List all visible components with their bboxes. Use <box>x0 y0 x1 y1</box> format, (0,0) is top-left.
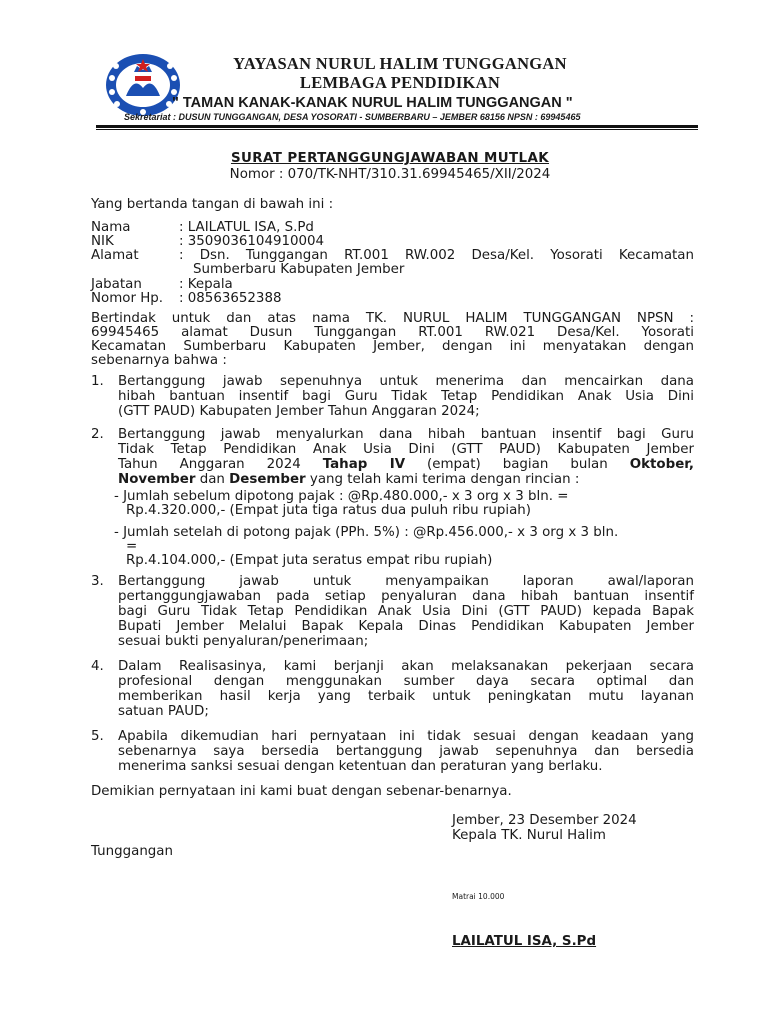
list-item-line: Bertanggung jawab untuk menyampaikan laporan awal/laporan <box>118 574 694 589</box>
closing-statement: Demikian pernyataan ini kami buat dengan sebenar-benarnya. <box>91 784 512 799</box>
letterhead-divider-thin <box>96 129 698 130</box>
list-number: 3. <box>91 574 104 589</box>
signature-place-date: Jember, 23 Desember 2024 <box>452 813 637 828</box>
list-number: 5. <box>91 729 104 744</box>
list-item-line: pertanggungjawaban pada setiap penyaluran dana hibah bantuan insentif <box>118 589 694 604</box>
list-item-line: bagi Guru Tidak Tetap Pendidikan Anak Usia Dini (GTT PAUD) kepada Bapak <box>118 604 694 619</box>
detail-line: Rp.4.104.000,- (Empat juta seratus empat ribu rupiah) <box>126 553 493 568</box>
signature-position-cont: Tunggangan <box>91 844 174 859</box>
text-run: (empat) bagian bulan <box>405 457 630 472</box>
list-item-line: Bertanggung jawab menyalurkan dana hibah bantuan insentif bagi Guru <box>118 427 694 442</box>
signature-position: Kepala TK. Nurul Halim <box>452 828 606 843</box>
value-nama: : LAILATUL ISA, S.Pd <box>179 220 314 235</box>
list-item-line: Bupati Jember Melalui Bapak Kepala Dinas Pendidikan Kabupaten Jember <box>118 619 694 634</box>
paragraph-line: Bertindak untuk dan atas nama TK. NURUL HALIM TUNGGANGAN NPSN : <box>91 311 694 326</box>
list-item-line: satuan PAUD; <box>118 704 209 719</box>
value-alamat-line2: Sumberbaru Kabupaten Jember <box>193 262 405 277</box>
value-nik: : 3509036104910004 <box>179 234 325 249</box>
text-run: Tahun Anggaran 2024 <box>118 457 323 472</box>
list-item-line <box>118 472 579 487</box>
list-item-line <box>118 457 694 472</box>
label-nama: Nama <box>91 220 131 235</box>
list-item-line: sebenarnya saya bersedia bertanggung jawab sepenuhnya dan bersedia <box>118 744 694 759</box>
list-number: 1. <box>91 374 104 389</box>
value-hp: : 08563652388 <box>179 291 282 306</box>
label-nik: NIK <box>91 234 114 249</box>
letterhead-institution: LEMBAGA PENDIDIKAN <box>299 73 501 92</box>
detail-line: Rp.4.320.000,- (Empat juta tiga ratus dua puluh ribu rupiah) <box>126 503 532 518</box>
label-hp: Nomor Hp. <box>91 291 164 306</box>
list-item-line: menerima sanksi sesuai dengan ketentuan dan peraturan yang berlaku. <box>118 759 603 774</box>
signatory-name: LAILATUL ISA, S.Pd <box>452 934 597 949</box>
document-number: Nomor : 070/TK-NHT/310.31.69945465/XII/2024 <box>229 167 551 182</box>
intro-text: Yang bertanda tangan di bawah ini : <box>91 197 334 212</box>
list-item-line: Dalam Realisasinya, kami berjanji akan melaksanakan pekerjaan secara <box>118 659 694 674</box>
value-jabatan: : Kepala <box>179 277 233 292</box>
list-item-line: profesional dengan menggunakan sumber daya secara optimal dan <box>118 674 694 689</box>
list-number: 4. <box>91 659 104 674</box>
letterhead-foundation-name: YAYASAN NURUL HALIM TUNGGANGAN <box>233 54 567 73</box>
label-jabatan: Jabatan <box>91 277 142 292</box>
detail-line: - Jumlah setelah di potong pajak (PPh. 5%) : @Rp.456.000,- x 3 org x 3 bln. <box>114 525 619 540</box>
foundation-logo-icon <box>104 52 182 118</box>
list-item-line: Bertanggung jawab sepenuhnya untuk menerima dan mencairkan dana <box>118 374 694 389</box>
paragraph-line: sebenarnya bahwa : <box>91 353 227 368</box>
detail-line: = <box>126 539 138 554</box>
paragraph-line: Kecamatan Sumberbaru Kabupaten Jember, dengan ini menyatakan dengan <box>91 339 694 354</box>
stamp-duty-label: Matrai 10.000 <box>452 892 505 901</box>
list-item-line: hibah bantuan insentif bagi Guru Tidak Tetap Pendidikan Anak Usia Dini <box>118 389 694 404</box>
text-run: yang telah kami terima dengan rincian : <box>305 472 580 487</box>
paragraph-line: 69945465 alamat Dusun Tunggangan RT.001 RW.021 Desa/Kel. Yosorati <box>91 325 694 340</box>
text-run-bold: Oktober, <box>629 457 694 472</box>
label-alamat: Alamat <box>91 248 139 263</box>
list-item-line: Tidak Tetap Pendidikan Anak Usia Dini (GTT PAUD) Kabupaten Jember <box>118 442 694 457</box>
document-title: SURAT PERTANGGUNGJAWABAN MUTLAK <box>230 151 550 166</box>
list-number: 2. <box>91 427 104 442</box>
list-item-line: (GTT PAUD) Kabupaten Jember Tahun Anggaran 2024; <box>118 404 480 419</box>
text-run: dan <box>195 472 230 487</box>
text-run-bold: Tahap IV <box>322 457 406 472</box>
letterhead-divider-thick <box>96 125 698 128</box>
letterhead-school-name: " TAMAN KANAK-KANAK NURUL HALIM TUNGGANGAN " <box>172 95 573 111</box>
list-item-line: sesuai bukti penyaluran/penerimaan; <box>118 634 369 649</box>
text-run-bold: Desember <box>229 472 306 487</box>
text-run-bold: November <box>118 472 196 487</box>
letterhead-address: Sekretariat : DUSUN TUNGGANGAN, DESA YOSORATI - SUMBERBARU – JEMBER 68156 NPSN : 69945465 <box>124 112 581 122</box>
list-item-line: Apabila dikemudian hari pernyataan ini tidak sesuai dengan keadaan yang <box>118 729 694 744</box>
list-item-line: memberikan hasil kerja yang terbaik untuk peningkatan mutu layanan <box>118 689 694 704</box>
value-alamat-line1: : Dsn. Tunggangan RT.001 RW.002 Desa/Kel. Yosorati Kecamatan <box>179 248 694 263</box>
detail-line: - Jumlah sebelum dipotong pajak : @Rp.480.000,- x 3 org x 3 bln. = <box>114 489 569 504</box>
